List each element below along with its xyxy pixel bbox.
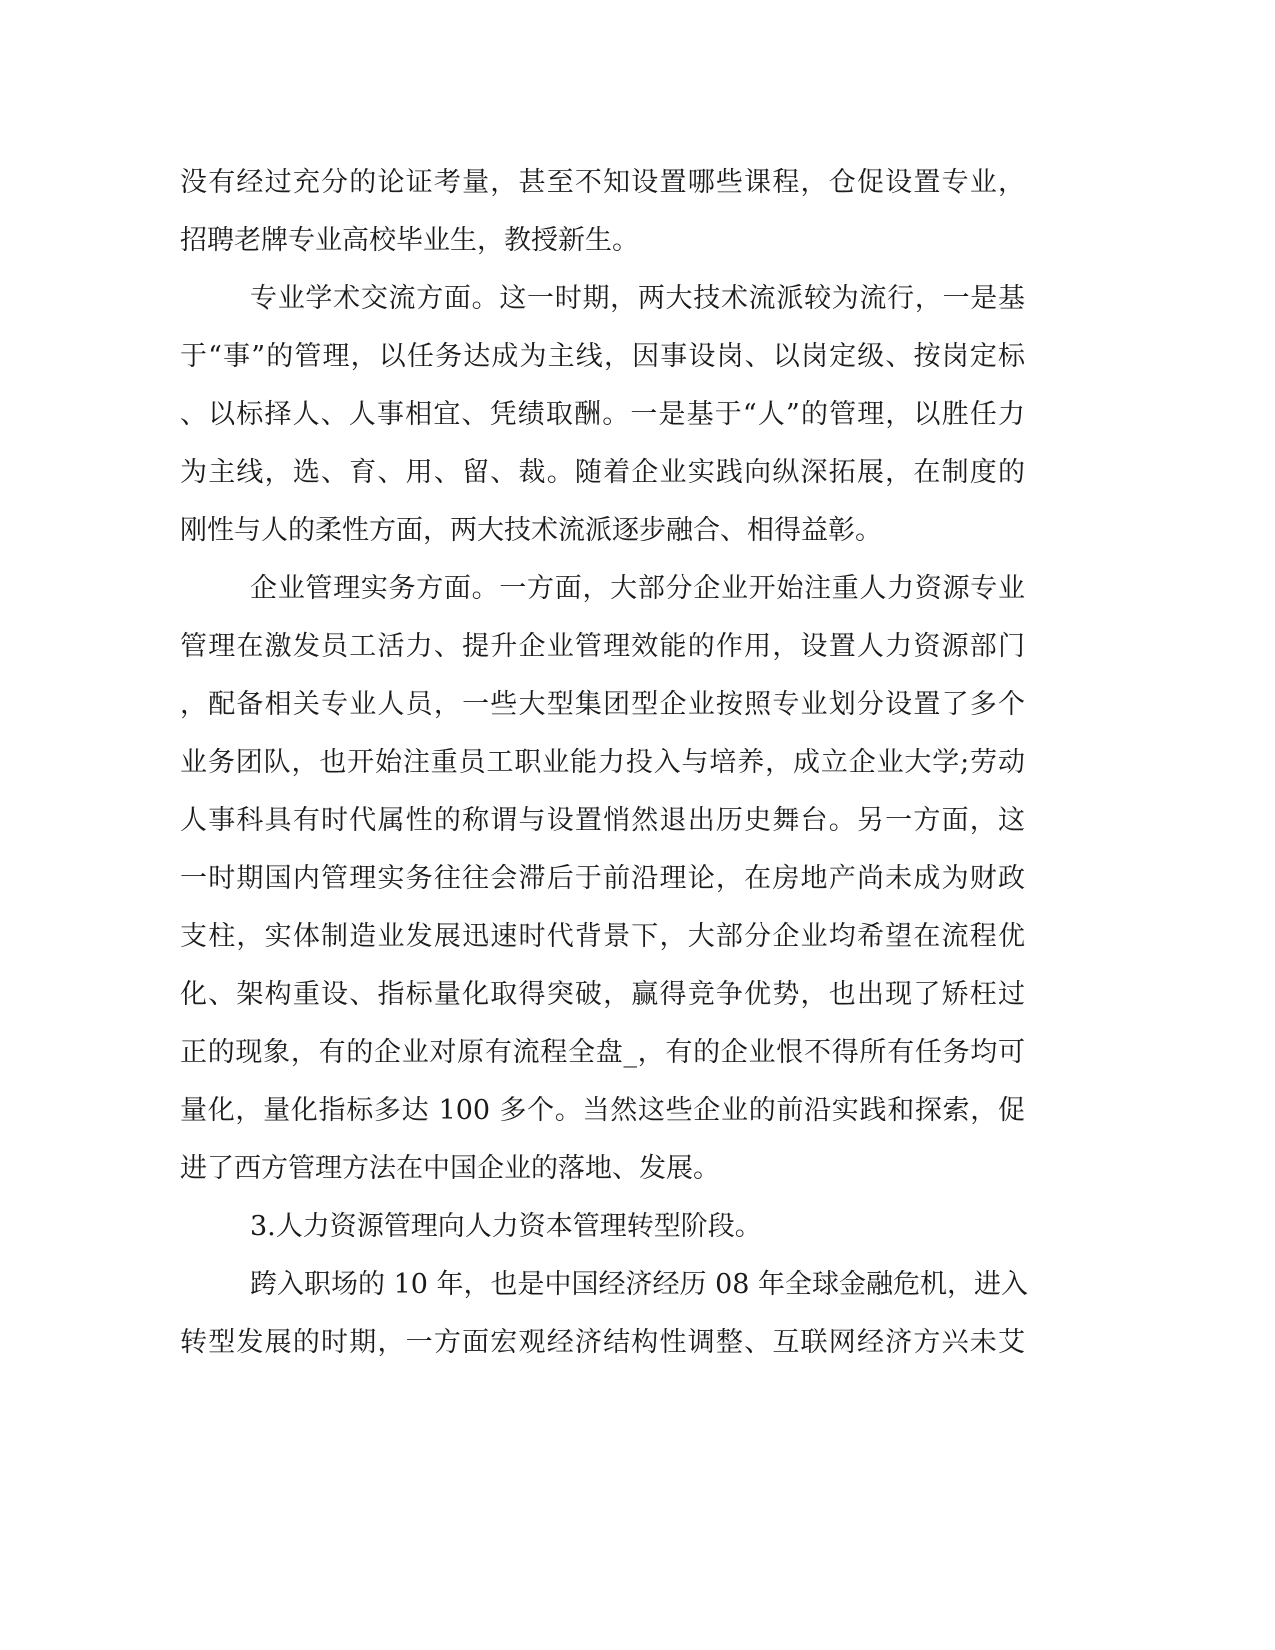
section-heading: 3.人力资源管理向人力资本管理转型阶段。: [250, 1211, 762, 1242]
text-line: 没有经过充分的论证考量，甚至不知设置哪些课程，仓促设置专业，: [180, 167, 1025, 198]
text-line: 进了西方管理方法在中国企业的落地、发展。: [180, 1153, 720, 1184]
text-line: 于“事”的管理，以任务达成为主线，因事设岗、以岗定级、按岗定标: [180, 341, 1025, 372]
text-line: 人事科具有时代属性的称谓与设置悄然退出历史舞台。另一方面，这: [180, 805, 1025, 836]
text-line: 一时期国内管理实务往往会滞后于前沿理论，在房地产尚未成为财政: [180, 863, 1025, 894]
text-line: 正的现象，有的企业对原有流程全盘_，有的企业恨不得所有任务均可: [180, 1037, 1025, 1068]
text-line: 、以标择人、人事相宜、凭绩取酬。一是基于“人”的管理，以胜任力: [180, 399, 1025, 430]
paragraph-start-line: 跨入职场的 10 年，也是中国经济经历 08 年全球金融危机，进入: [250, 1269, 1029, 1300]
paragraph-start-line: 企业管理实务方面。一方面，大部分企业开始注重人力资源专业: [250, 573, 1025, 604]
text-line: 为主线，选、育、用、留、裁。随着企业实践向纵深拓展，在制度的: [180, 457, 1025, 488]
text-line: ，配备相关专业人员，一些大型集团型企业按照专业划分设置了多个: [180, 689, 1025, 720]
text-line: 管理在激发员工活力、提升企业管理效能的作用，设置人力资源部门: [180, 631, 1025, 662]
text-line: 招聘老牌专业高校毕业生，教授新生。: [180, 225, 639, 256]
text-line: 量化，量化指标多达 100 多个。当然这些企业的前沿实践和探索，促: [180, 1095, 1025, 1126]
text-line: 化、架构重设、指标量化取得突破，赢得竞争优势，也出现了矫枉过: [180, 979, 1025, 1010]
paragraph-start-line: 专业学术交流方面。这一时期，两大技术流派较为流行，一是基: [250, 283, 1025, 314]
text-line: 支柱，实体制造业发展迅速时代背景下，大部分企业均希望在流程优: [180, 921, 1025, 952]
text-line: 转型发展的时期，一方面宏观经济结构性调整、互联网经济方兴未艾: [180, 1327, 1025, 1358]
text-line: 业务团队，也开始注重员工职业能力投入与培养，成立企业大学;劳动: [180, 747, 1025, 778]
text-line: 刚性与人的柔性方面，两大技术流派逐步融合、相得益彰。: [180, 515, 882, 546]
